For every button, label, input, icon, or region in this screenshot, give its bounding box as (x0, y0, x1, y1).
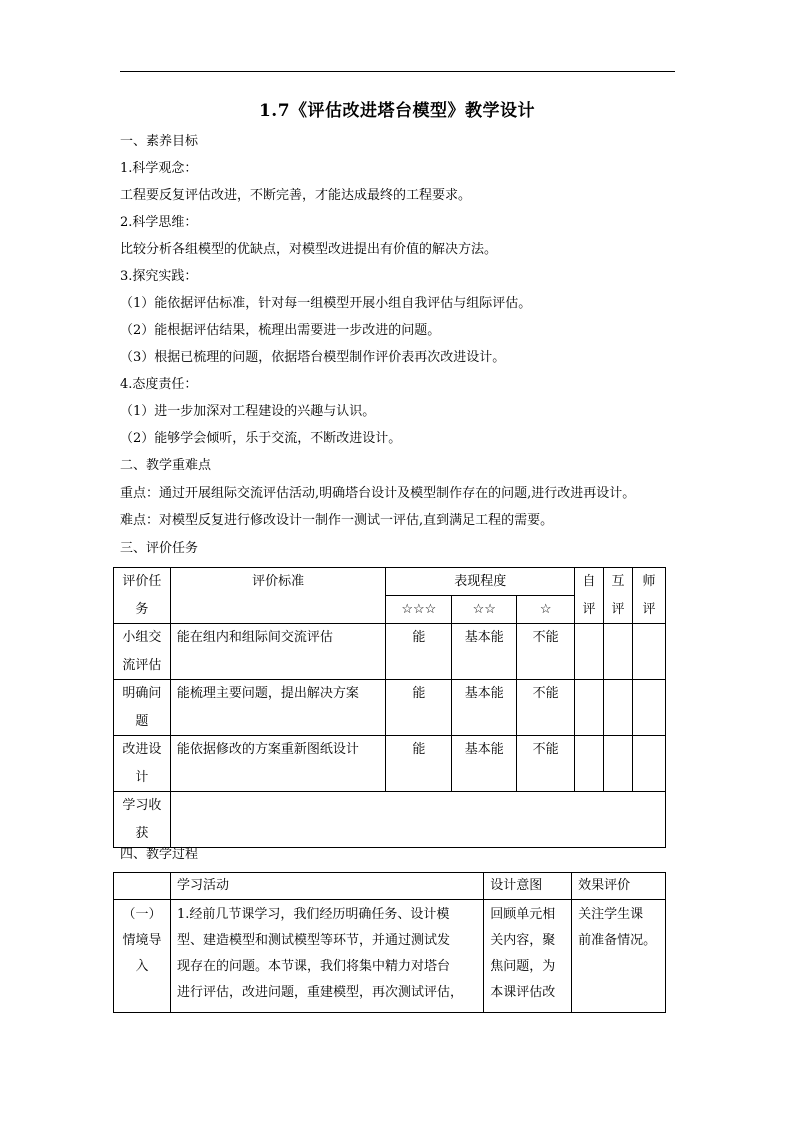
table-row (114, 792, 666, 848)
peer-cell (604, 680, 633, 736)
list-item: （1）进一步加深对工程建设的兴趣与认识。 (120, 404, 376, 419)
header-intent: 设计意图 (484, 873, 572, 900)
teacher-cell (632, 624, 665, 680)
gain-cell: 学习收 获 (114, 792, 171, 848)
section-heading: 二、教学重难点 (120, 458, 212, 473)
effect-cell: 关注学生课 前准备情况。 (572, 900, 666, 1013)
standard-cell: 能依据修改的方案重新图纸设计 (170, 736, 386, 792)
standard-cell: 能梳理主要问题，提出解决方案 (170, 680, 386, 736)
subheading: 1.科学观念： (120, 161, 198, 176)
table-row (114, 736, 666, 792)
difficult-point: 难点：对模型反复进行修改设计一制作一测试一评估,直到满足工程的需要。 (120, 513, 554, 528)
table-row (114, 624, 666, 680)
paragraph: 比较分析各组模型的优缺点，对模型改进提出有价值的解决方法。 (120, 242, 498, 257)
section-heading: 四、教学过程 (120, 847, 199, 862)
section-heading: 一、素养目标 (120, 134, 199, 149)
peer-cell (604, 624, 633, 680)
list-item: （3）根据已梳理的问题，依据塔台模型制作评价表再次改进设计。 (120, 350, 506, 365)
stage-cell: （一） 情境导 入 (114, 900, 171, 1013)
self-cell (575, 736, 604, 792)
header-activity: 学习活动 (170, 873, 483, 900)
table-row (114, 680, 666, 736)
header-standard: 评价标准 (170, 568, 386, 624)
header-peer: 互 评 (604, 568, 633, 624)
level-cell: 能 (386, 736, 452, 792)
header-rule (120, 71, 675, 72)
activity-cell: 1.经前几节课学习，我们经历明确任务、设计模 型、建造模型和测试模型等环节，并通过测试发 现存在的问题。本节课，我们将集中精力对塔台 进行评估，改进问题，重建模型，再次测试评估， (170, 900, 483, 1013)
list-item: （1）能依据评估标准，针对每一组模型开展小组自我评估与组际评估。 (120, 296, 532, 311)
header-level: 表现程度 (386, 568, 575, 596)
task-cell: 改进设 计 (114, 736, 171, 792)
level-cell: 基本能 (452, 624, 517, 680)
self-cell (575, 624, 604, 680)
stars-two: ☆☆ (452, 596, 517, 624)
header-self: 自 评 (575, 568, 604, 624)
subheading: 4.态度责任： (120, 377, 198, 392)
gain-content-cell (170, 792, 665, 848)
section-heading: 三、评价任务 (120, 541, 199, 556)
key-point: 重点：通过开展组际交流评估活动,明确塔台设计及模型制作存在的问题,进行改进再设计。 (120, 486, 636, 501)
subheading: 3.探究实践： (120, 269, 198, 284)
task-cell: 明确问 题 (114, 680, 171, 736)
header-teacher: 师 评 (632, 568, 665, 624)
level-cell: 不能 (517, 680, 575, 736)
paragraph: 工程要反复评估改进，不断完善，才能达成最终的工程要求。 (120, 188, 472, 203)
process-table (113, 872, 666, 1013)
level-cell: 能 (386, 680, 452, 736)
evaluation-table (113, 567, 666, 848)
stars-one: ☆ (517, 596, 575, 624)
list-item: （2）能够学会倾听，乐于交流，不断改进设计。 (120, 431, 402, 446)
standard-cell: 能在组内和组际间交流评估 (170, 624, 386, 680)
level-cell: 不能 (517, 736, 575, 792)
level-cell: 不能 (517, 624, 575, 680)
self-cell (575, 680, 604, 736)
peer-cell (604, 736, 633, 792)
page-title: 1.7《评估改进塔台模型》教学设计 (258, 101, 536, 121)
level-cell: 基本能 (452, 736, 517, 792)
header-empty (114, 873, 171, 900)
level-cell: 能 (386, 624, 452, 680)
list-item: （2）能根据评估结果，梳理出需要进一步改进的问题。 (120, 323, 441, 338)
header-task: 评价任 务 (114, 568, 171, 624)
intent-cell: 回顾单元相 关内容，聚 焦问题，为 本课评估改 (484, 900, 572, 1013)
stars-three: ☆☆☆ (386, 596, 452, 624)
task-cell: 小组交 流评估 (114, 624, 171, 680)
teacher-cell (632, 680, 665, 736)
header-effect: 效果评价 (572, 873, 666, 900)
table-row (114, 900, 666, 1013)
subheading: 2.科学思维： (120, 215, 198, 230)
teacher-cell (632, 736, 665, 792)
level-cell: 基本能 (452, 680, 517, 736)
